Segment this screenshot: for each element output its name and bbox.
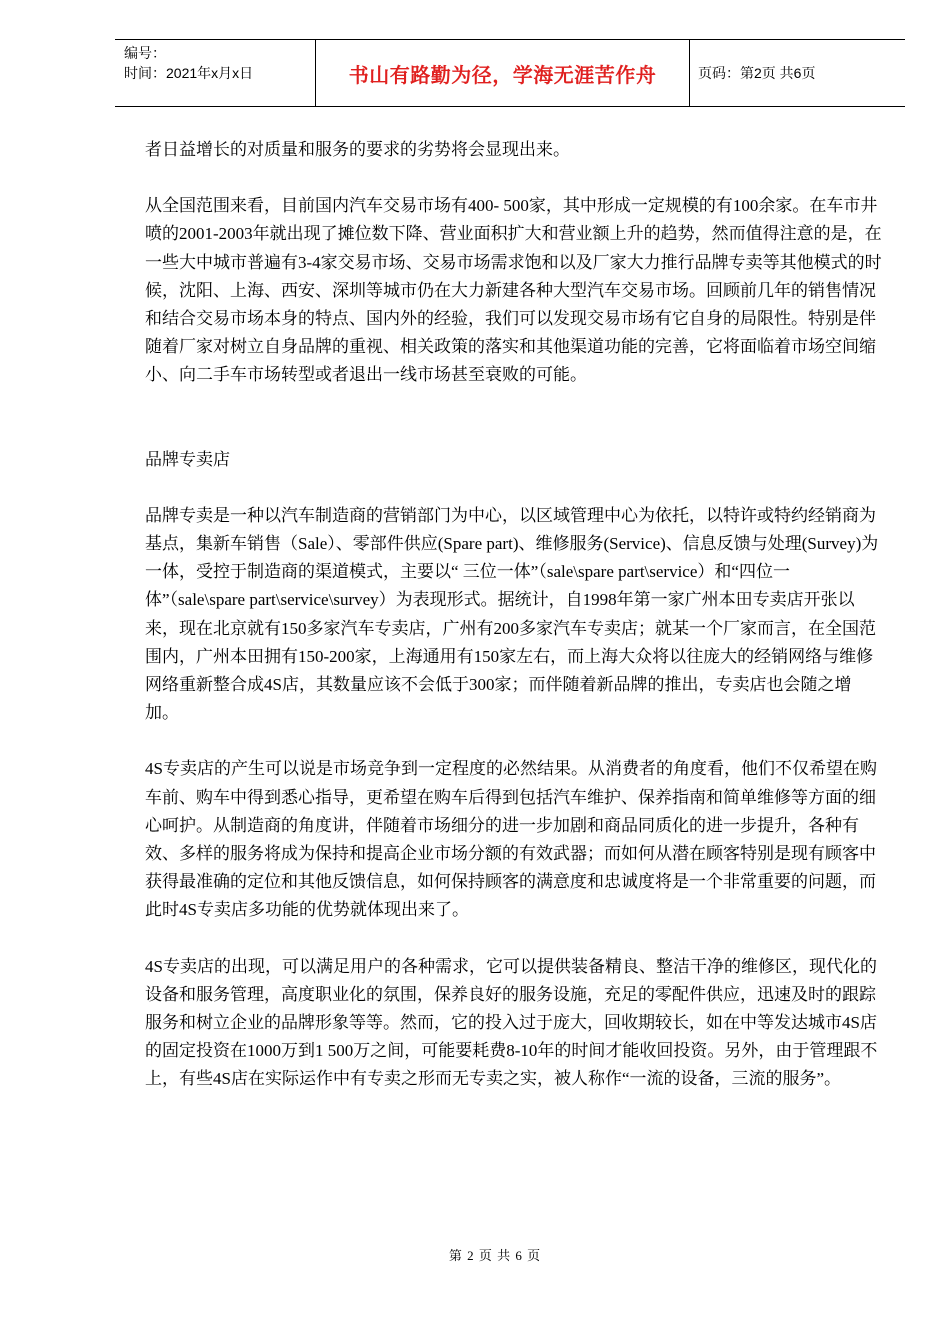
page-footer: 第 2 页 共 6 页: [448, 1248, 542, 1263]
header-page-label: 页码：第2页 共6页: [698, 65, 816, 81]
header-time-label: 时间：2021年x月x日: [124, 65, 254, 81]
paragraph-2: 从全国范围来看，目前国内汽车交易市场有400- 500家，其中形成一定规模的有100余家。在车市井喷的2001-2003年就出现了摊位数下降、营业面积扩大和营业额上升的趋势，然而值得注意的是，在一些大中城市普遍有3-4家交易市场、交易市场需求饱和以及厂家大力推行品牌专卖等其他模式的时候，沈阳、上海、西安、深圳等城市仍在大力新建各种大型汽车交易市场。回顾前几年的销售情况和结合交易市场本身的特点、国内外的经验，我们可以发现交易市场有它自身的局限性。特别是伴随着厂家对树立自身品牌的重视、相关政策的落实和其他渠道功能的完善，它将面临着市场空间缩小、向二手车市场转型或者退出一线市场甚至衰败的可能。: [145, 196, 882, 385]
header-meta-cell: [115, 40, 316, 106]
section-heading: 品牌专卖店: [145, 449, 230, 469]
header-motto: 书山有路勤为径，学海无涯苦作舟: [316, 40, 690, 106]
document-header: [115, 39, 905, 107]
document-body: [145, 136, 883, 1094]
header-number-label: 编号：: [124, 45, 166, 61]
paragraph-3: 品牌专卖是一种以汽车制造商的营销部门为中心，以区域管理中心为依托，以特许或特约经销商为基点，集新车销售（Sale）、零部件供应(Spare part)、维修服务(Service)、信息反馈与处理(Survey)为一体，受控于制造商的渠道模式，主要以“ 三位一体”（sale\spare part\service）和“四位一体”（sale\spare part\service\survey）为表现形式。据统计，自1998年第一家广州本田专卖店开张以来，现在北京就有150多家汽车专卖店，广州有200多家汽车专卖店；就某一个厂家而言，在全国范围内，广州本田拥有150-200家，上海通用有150家左右，而上海大众将以往庞大的经销网络与维修网络重新整合成4S店，其数量应该不会低于300家；而伴随着新品牌的推出，专卖店也会随之增加。: [145, 505, 879, 723]
paragraph-1: 者日益增长的对质量和服务的要求的劣势将会显现出来。: [145, 140, 570, 159]
paragraph-4: 4S专卖店的产生可以说是市场竞争到一定程度的必然结果。从消费者的角度看，他们不仅希望在购车前、购车中得到悉心指导，更希望在购车后得到包括汽车维护、保养指南和简单维修等方面的细心呵护。从制造商的角度讲，伴随着市场细分的进一步加剧和商品同质化的进一步提升，各种有效、多样的服务将成为保持和提高企业市场分额的有效武器；而如何从潜在顾客特别是现有顾客中获得最准确的定位和其他反馈信息，如何保持顾客的满意度和忠诚度将是一个非常重要的问题，而此时4S专卖店多功能的优势就体现出来了。: [145, 759, 877, 920]
paragraph-5: 4S专卖店的出现，可以满足用户的各种需求，它可以提供装备精良、整洁干净的维修区，现代化的设备和服务管理，高度职业化的氛围，保养良好的服务设施，充足的零配件供应，迅速及时的跟踪服务和树立企业的品牌形象等等。然而，它的投入过于庞大，回收期较长，如在中等发达城市4S店的固定投资在1000万到1 500万之间，可能要耗费8-10年的时间才能收回投资。另外，由于管理跟不上，有些4S店在实际运作中有专卖之形而无专卖之实，被人称作“一流的设备，三流的服务”。: [145, 956, 878, 1089]
